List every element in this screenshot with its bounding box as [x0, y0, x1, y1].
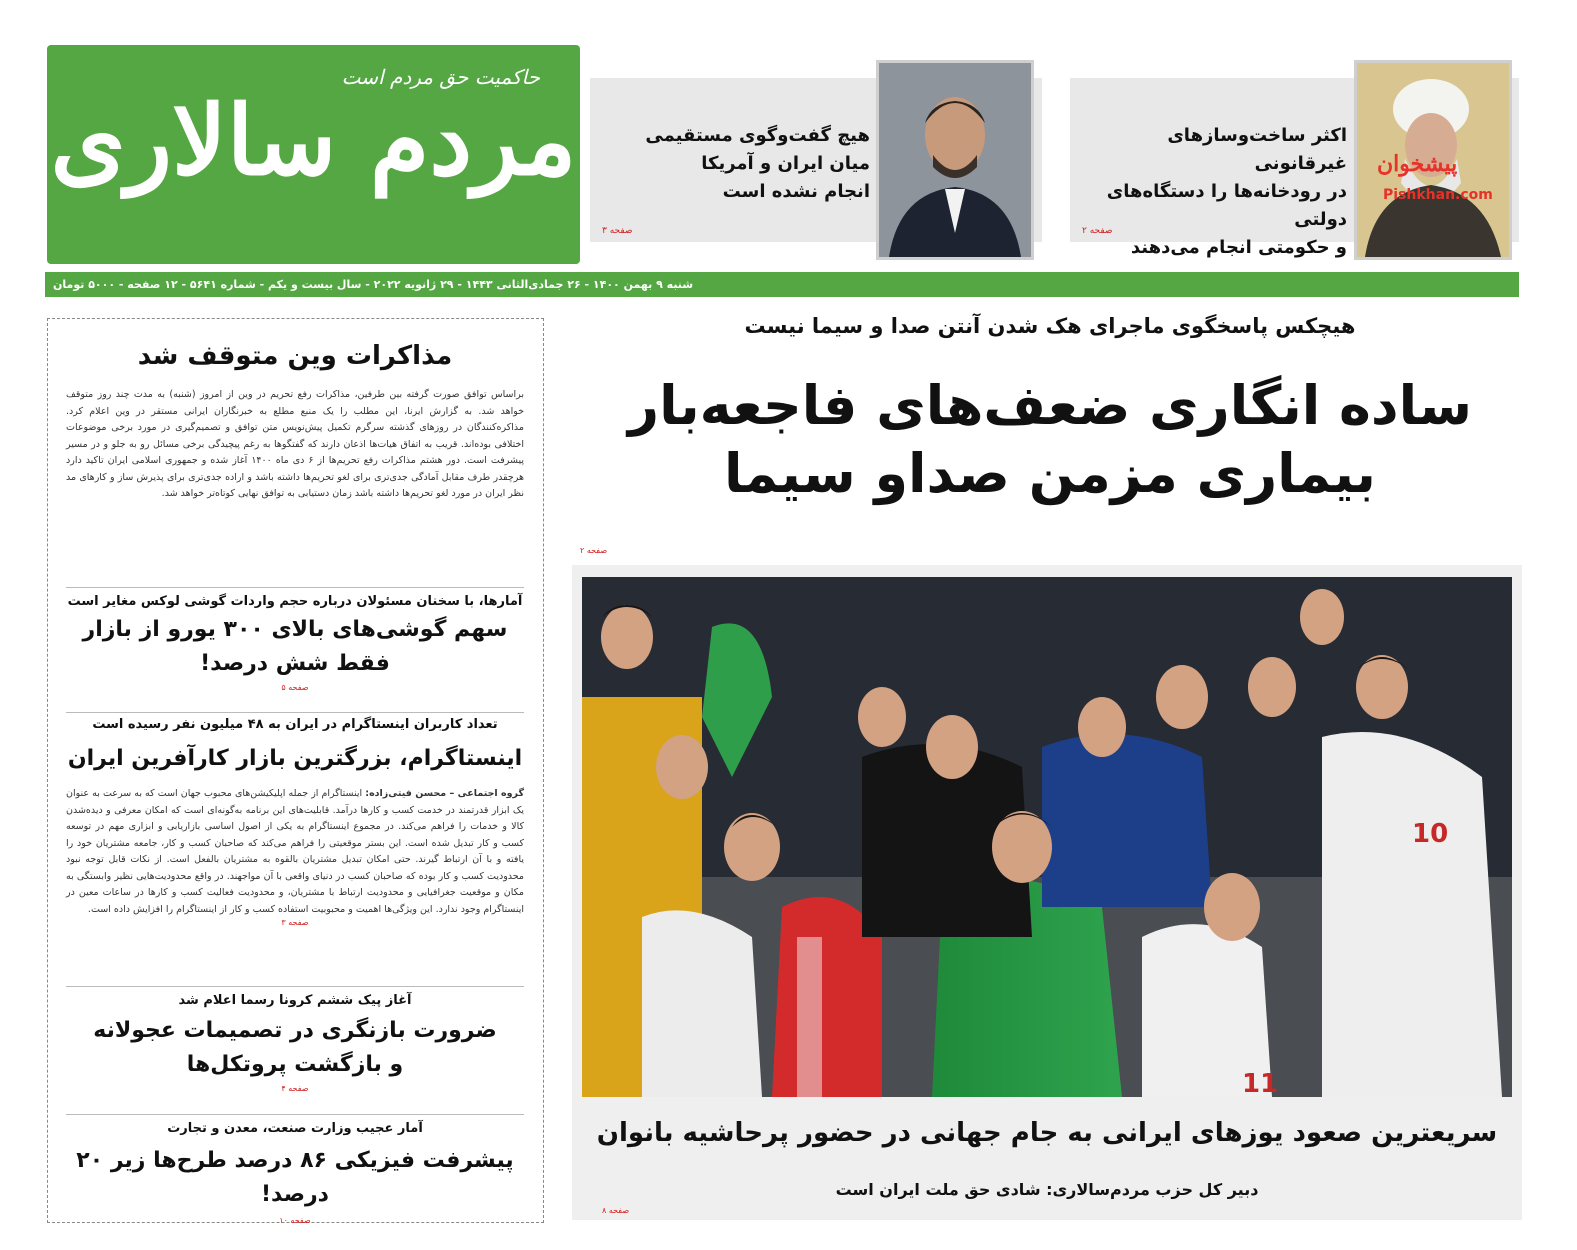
teaser-line: اکثر ساخت‌وسازهای غیرقانونی: [1167, 125, 1347, 174]
jersey-number: 10: [1412, 819, 1449, 849]
date-bar: [45, 272, 1519, 297]
story-title: سهم گوشی‌های بالای ۳۰۰ یورو از بازار: [82, 617, 508, 642]
story-kicker: آغاز پیک ششم کرونا رسما اعلام شد: [178, 993, 412, 1008]
story-title: اینستاگرام، بزرگترین بازار کارآفرین ایران: [67, 746, 523, 771]
teaser-box-diplomacy[interactable]: [590, 78, 1042, 242]
story-title: و بازگشت پروتکل‌ها: [186, 1052, 404, 1077]
story-industry[interactable]: [66, 1121, 524, 1225]
divider: [66, 1114, 524, 1115]
headline-page: صفحه ۲: [580, 546, 608, 555]
jersey-number: 11: [1242, 1069, 1279, 1097]
teaser-line: انجام نشده است: [722, 181, 870, 202]
divider: [66, 712, 524, 713]
divider: [66, 986, 524, 987]
teaser-page: صفحه ۳: [602, 226, 633, 236]
story-instagram[interactable]: [66, 717, 524, 927]
story-body: براساس توافق صورت گرفته بین طرفین، مذاکرات رفع تحریم در وین از امروز (شنبه) به مدت چند روز متوقف خواهد شد. به گزارش ایرنا، این مطلب را یک منبع مطلع به خبرنگاران ایرانی مستقر در وین اعلام کرد. مذاکره‌کنندگان در روزهای گذشته سرگرم تکمیل پیش‌نویس متن توافق و تصمیم‌گیری در مورد برخی موضوعات اختلافی بوده‌اند. قریب به اتفاق هیات‌ها اذعان دارند که گفتگوها به رغم پیچیدگی برخی مسائل رو به جلو و در مسیر پیشرفت است. دور هشتم مذاکرات رفع تحریم‌ها از ۶ دی ماه ۱۴۰۰ آغاز شده و جمهوری اسلامی ایران تاکید دارد هرچقدر طرف مقابل آمادگی جدی‌تری برای لغو تحریم‌ها داشته باشد و اراده جدی‌تری برای پذیرش ساز و کارهای مد نظر ایران در مورد لغو تحریم‌ها داشته باشد زمان دستیابی به توافق نهایی کوتاه‌تر خواهد شد.: [66, 389, 525, 499]
story-page: صفحه ۴: [281, 1084, 309, 1093]
story-kicker: آمار عجیب وزارت صنعت، معدن و تجارت: [167, 1121, 423, 1136]
teaser-photo-cleric: [1354, 60, 1512, 260]
story-kicker: تعداد کاربران اینستاگرام در ایران به ۴۸ میلیون نفر رسیده است: [92, 717, 498, 732]
masthead: [47, 45, 580, 264]
story-page: صفحه ۵: [281, 683, 309, 692]
teaser-line: هیچ گفت‌وگوی مستقیمی: [645, 125, 870, 146]
left-column: [47, 318, 544, 1223]
story-body-wrap: [66, 786, 524, 918]
photo-subcaption: دبیر کل حزب مردم‌سالاری: شادی حق ملت ایران است: [835, 1180, 1259, 1199]
story-title: پیشرفت فیزیکی ۸۶ درصد طرح‌ها زیر ۲۰ درصد!: [76, 1148, 514, 1207]
headline-line: بیماری مزمن صداو سیما: [724, 442, 1376, 505]
story-byline: گروه اجتماعی – محسن فیتی‌زاده:: [365, 788, 524, 799]
teaser-box-rivers[interactable]: [1070, 78, 1519, 258]
main-kicker: هیچکس پاسخگوی ماجرای هک شدن آنتن صدا و سیما نیست: [744, 314, 1356, 338]
main-photo[interactable]: [582, 577, 1512, 1097]
headline-line: ساده انگاری ضعف‌های فاجعه‌بار: [627, 374, 1472, 437]
teaser-line: میان ایران و آمریکا: [701, 153, 870, 174]
story-corona[interactable]: [66, 993, 524, 1093]
story-title: فقط شش درصد!: [200, 651, 390, 676]
portrait-icon: [879, 63, 1031, 257]
story-title: مذاکرات وین متوقف شد: [137, 341, 453, 371]
main-headline[interactable]: [590, 372, 1510, 508]
caption-page: صفحه ۸: [602, 1206, 630, 1215]
story-page: صفحه ۱۰: [279, 1216, 311, 1225]
teaser-photo-minister: [876, 60, 1034, 260]
masthead-slogan: حاکمیت حق مردم است: [341, 65, 540, 89]
teaser-line: در رودخانه‌ها را دستگاه‌های دولتی: [1106, 181, 1347, 230]
story-kicker: آمارها، با سخنان مسئولان درباره حجم واردات گوشی لوکس مغایر است: [67, 594, 523, 609]
watermark-brand: پیشخوان: [1377, 151, 1458, 177]
story-page: صفحه ۳: [281, 918, 309, 927]
teaser-page: صفحه ۲: [1082, 226, 1113, 236]
watermark-url: Pishkhan.com: [1383, 187, 1493, 203]
divider: [66, 587, 524, 588]
teaser-line: و حکومتی انجام می‌دهند: [1130, 237, 1347, 258]
story-body: اینستاگرام از جمله اپلیکیشن‌های محبوب جهان است که به سرعت به عنوان یک ابزار قدرتمند در خدمت کسب و کارها درآمد. قابلیت‌های این برنامه به‌گونه‌ای است که امکان معرفی و دیده‌شدن کالا و خدمات را فراهم می‌کند. در مجموع اینستاگرام به یکی از اصول اساسی بازاریابی و ابزاری مهم در توسعه کسب و کار تبدیل شده است. این بستر موقعیتی را فراهم می‌کند که صاحبان کسب و کار، جامعه مشتریان خود را یافته و با آن ارتباط گیرند. حتی امکان تبدیل مشتریان بالقوه به مشتریان بالفعل است. از نکات قابل توجه نبود محدودیت کسب و کار بوده که صاحبان کسب در دنیای واقعی با آن مواجهند. در واقع محدودیت‌هایی نظیر وابستگی به مکان و موقعیت جغرافیایی و محدودیت ارتباط با مشتریان، و محدودیت فعالیت کسب و کارها در ساعات معین در اینستاگرام وجود ندارد. این ویژگی‌ها اهمیت و محبوبیت استفاده کسب و کار از اینستاگرام را افزایش داده است.: [66, 788, 524, 915]
story-vienna[interactable]: [66, 341, 524, 503]
photo-caption: سریعترین صعود یوزهای ایرانی به جام جهانی در حضور پرحاشیه بانوان: [596, 1118, 1498, 1148]
story-title: ضرورت بازنگری در تصمیمات عجولانه: [93, 1018, 497, 1043]
date-line: شنبه ۹ بهمن ۱۴۰۰ - ۲۶ جمادی‌الثانی ۱۴۴۳ - ۲۹ ژانویه ۲۰۲۲ - سال بیست و یکم - شماره ۵۶۴۱ - ۱۲ صفحه - ۵۰۰۰ تومان: [53, 278, 694, 291]
team-celebration-icon: [582, 577, 1512, 1097]
masthead-logo: مردم سالاری: [50, 84, 577, 197]
story-phones[interactable]: [66, 594, 524, 692]
